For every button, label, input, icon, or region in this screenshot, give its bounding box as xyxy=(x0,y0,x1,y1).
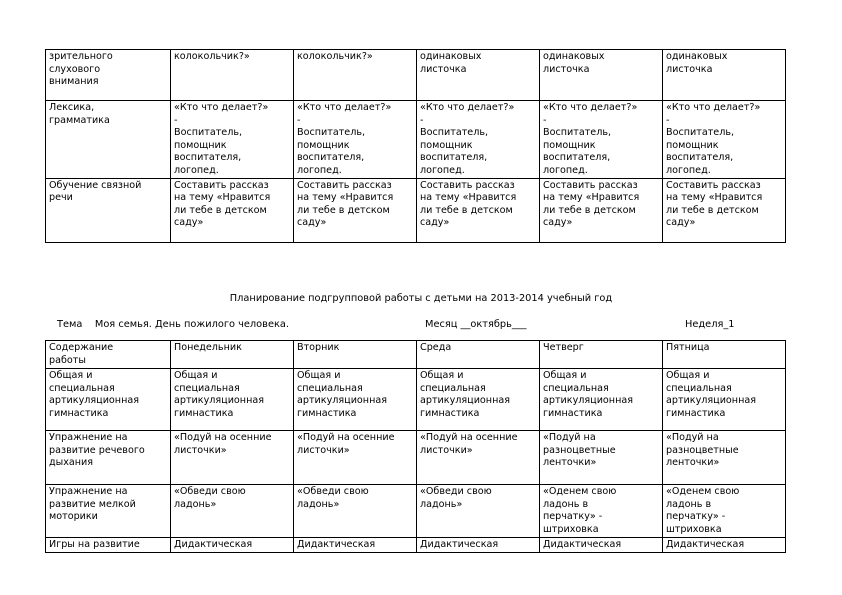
column-header: Четверг xyxy=(540,341,663,369)
table-cell: «Кто что делает?» - Воспитатель, помощник воспитателя, логопед. xyxy=(294,101,417,179)
theme-label: Тема Моя семья. День пожилого человека. xyxy=(57,319,290,330)
table-cell: «Кто что делает?» - Воспитатель, помощник воспитателя, логопед. xyxy=(540,101,663,179)
table-row xyxy=(46,101,786,179)
table-cell: Общая и специальная артикуляционная гимнастика xyxy=(46,369,171,431)
table-row xyxy=(46,50,786,101)
table-cell: Общая и специальная артикуляционная гимнастика xyxy=(171,369,294,431)
table-cell: Обучение связной речи xyxy=(46,178,171,242)
month-label: Месяц __октябрь___ xyxy=(425,319,527,330)
table-cell: «Обведи свою ладонь» xyxy=(171,485,294,538)
table-cell: «Кто что делает?» - Воспитатель, помощник воспитателя, логопед. xyxy=(417,101,540,179)
table-cell: Общая и специальная артикуляционная гимнастика xyxy=(417,369,540,431)
table-row xyxy=(46,538,786,553)
table-cell: Общая и специальная артикуляционная гимнастика xyxy=(663,369,786,431)
table-cell: Дидактическая xyxy=(294,538,417,553)
table-cell: Дидактическая xyxy=(417,538,540,553)
table-cell: «Подуй на осенние листочки» xyxy=(294,431,417,485)
table-cell: «Подуй на разноцветные ленточки» xyxy=(663,431,786,485)
table-cell: Составить рассказ на тему «Нравится ли тебе в детском саду» xyxy=(294,178,417,242)
column-header: Содержание работы xyxy=(46,341,171,369)
column-header: Понедельник xyxy=(171,341,294,369)
plan-title: Планирование подгрупповой работы с детьми на 2013-2014 учебный год xyxy=(229,293,613,304)
column-header: Среда xyxy=(417,341,540,369)
table-schedule xyxy=(45,340,786,553)
table-row xyxy=(46,431,786,485)
table-cell: «Оденем свою ладонь в перчатку» - штриховка xyxy=(540,485,663,538)
table-cell: колокольчик?» xyxy=(171,50,294,101)
table-cell: «Обведи свою ладонь» xyxy=(417,485,540,538)
table-cell: Игры на развитие xyxy=(46,538,171,553)
table-cell: Общая и специальная артикуляционная гимнастика xyxy=(294,369,417,431)
table-cell: «Обведи свою ладонь» xyxy=(294,485,417,538)
column-header: Пятница xyxy=(663,341,786,369)
table-cell: одинаковых листочка xyxy=(417,50,540,101)
table-cell: Лексика, грамматика xyxy=(46,101,171,179)
table-cell: «Подуй на осенние листочки» xyxy=(417,431,540,485)
table-row xyxy=(46,369,786,431)
table-cell: «Кто что делает?» - Воспитатель, помощник воспитателя, логопед. xyxy=(171,101,294,179)
table-cell: зрительного слухового внимания xyxy=(46,50,171,101)
table-top xyxy=(45,49,786,243)
table-cell: «Кто что делает?» - Воспитатель, помощник воспитателя, логопед. xyxy=(663,101,786,179)
table-cell: колокольчик?» xyxy=(294,50,417,101)
table-cell: Дидактическая xyxy=(171,538,294,553)
table-cell: Общая и специальная артикуляционная гимнастика xyxy=(540,369,663,431)
week-label: Неделя_1 xyxy=(685,319,735,330)
table-cell: Упражнение на развитие мелкой моторики xyxy=(46,485,171,538)
table-cell: Составить рассказ на тему «Нравится ли тебе в детском саду» xyxy=(417,178,540,242)
table-cell: Составить рассказ на тему «Нравится ли тебе в детском саду» xyxy=(171,178,294,242)
table-cell: «Подуй на осенние листочки» xyxy=(171,431,294,485)
table-row xyxy=(46,178,786,242)
table-cell: Дидактическая xyxy=(540,538,663,553)
table-cell: Дидактическая xyxy=(663,538,786,553)
table-cell: одинаковых листочка xyxy=(663,50,786,101)
table-cell: одинаковых листочка xyxy=(540,50,663,101)
table-cell: Составить рассказ на тему «Нравится ли тебе в детском саду» xyxy=(663,178,786,242)
table-header-row xyxy=(46,341,786,369)
column-header: Вторник xyxy=(294,341,417,369)
table-cell: Упражнение на развитие речевого дыхания xyxy=(46,431,171,485)
table-cell: «Подуй на разноцветные ленточки» xyxy=(540,431,663,485)
table-cell: «Оденем свою ладонь в перчатку» - штриховка xyxy=(663,485,786,538)
table-row xyxy=(46,485,786,538)
table-cell: Составить рассказ на тему «Нравится ли тебе в детском саду» xyxy=(540,178,663,242)
